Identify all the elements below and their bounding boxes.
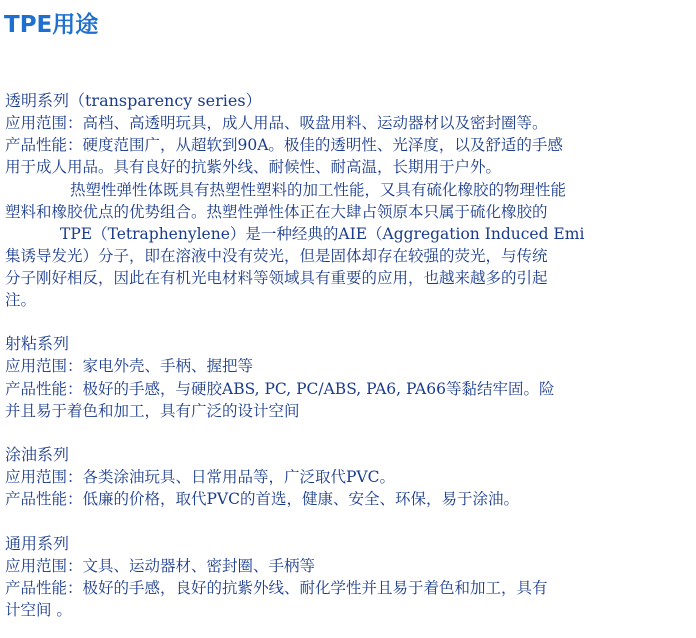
paragraph-line: 计空间 。	[5, 601, 72, 619]
section-heading-general-purpose: 通用系列	[5, 534, 70, 553]
paragraph-line: 产品性能：硬度范围广，从超软到90A。极佳的透明性、光泽度，以及舒适的手感	[5, 136, 563, 154]
paragraph-line: 应用范围：家电外壳、手柄、握把等	[5, 357, 254, 375]
paragraph-line: 产品性能：极好的手感，良好的抗紫外线、耐化学性并且易于着色和加工，具有	[5, 579, 548, 597]
paragraph-line: 分子刚好相反，因此在有机光电材料等领域具有重要的应用，也越来越多的引起	[5, 269, 548, 287]
paragraph-line: 应用范围：高档、高透明玩具，成人用品、吸盘用料、运动器材以及密封圈等。	[5, 114, 548, 132]
paragraph-line: 塑料和橡胶优点的优势组合。热塑性弹性体正在大肆占领原本只属于硫化橡胶的	[5, 203, 548, 221]
section-heading-transparency: 透明系列（transparency series）	[5, 91, 262, 110]
paragraph-line: 产品性能：低廉的价格，取代PVC的首选，健康、安全、环保，易于涂油。	[5, 490, 519, 508]
paragraph-line: 热塑性弹性体既具有热塑性塑料的加工性能，又具有硫化橡胶的物理性能	[70, 181, 567, 199]
paragraph-line: 用于成人用品。具有良好的抗紫外线、耐候性、耐高温，长期用于户外。	[5, 158, 502, 176]
paragraph-line: 注。	[5, 291, 37, 309]
paragraph-line: 集诱导发光）分子，即在溶液中没有荧光，但是固体却存在较强的荧光，与传统	[5, 247, 548, 265]
paragraph-line: 应用范围：文具、运动器材、密封圈、手柄等	[5, 557, 316, 575]
paragraph-line: 产品性能：极好的手感，与硬胶ABS, PC, PC/ABS, PA6, PA66等黏结牢固。险	[5, 380, 555, 398]
paragraph-line: 应用范围：各类涂油玩具、日常用品等，广泛取代PVC。	[5, 468, 395, 486]
paragraph-line: 并且易于着色和加工，具有广泛的设计空间	[5, 402, 300, 420]
section-heading-injection-bonding: 射粘系列	[5, 334, 70, 353]
paragraph-line: TPE（Tetraphenylene）是一种经典的AIE（Aggregation Induced Emi	[60, 225, 585, 243]
section-heading-oil-coating: 涂油系列	[5, 445, 70, 464]
page-title: TPE用途	[4, 12, 99, 38]
